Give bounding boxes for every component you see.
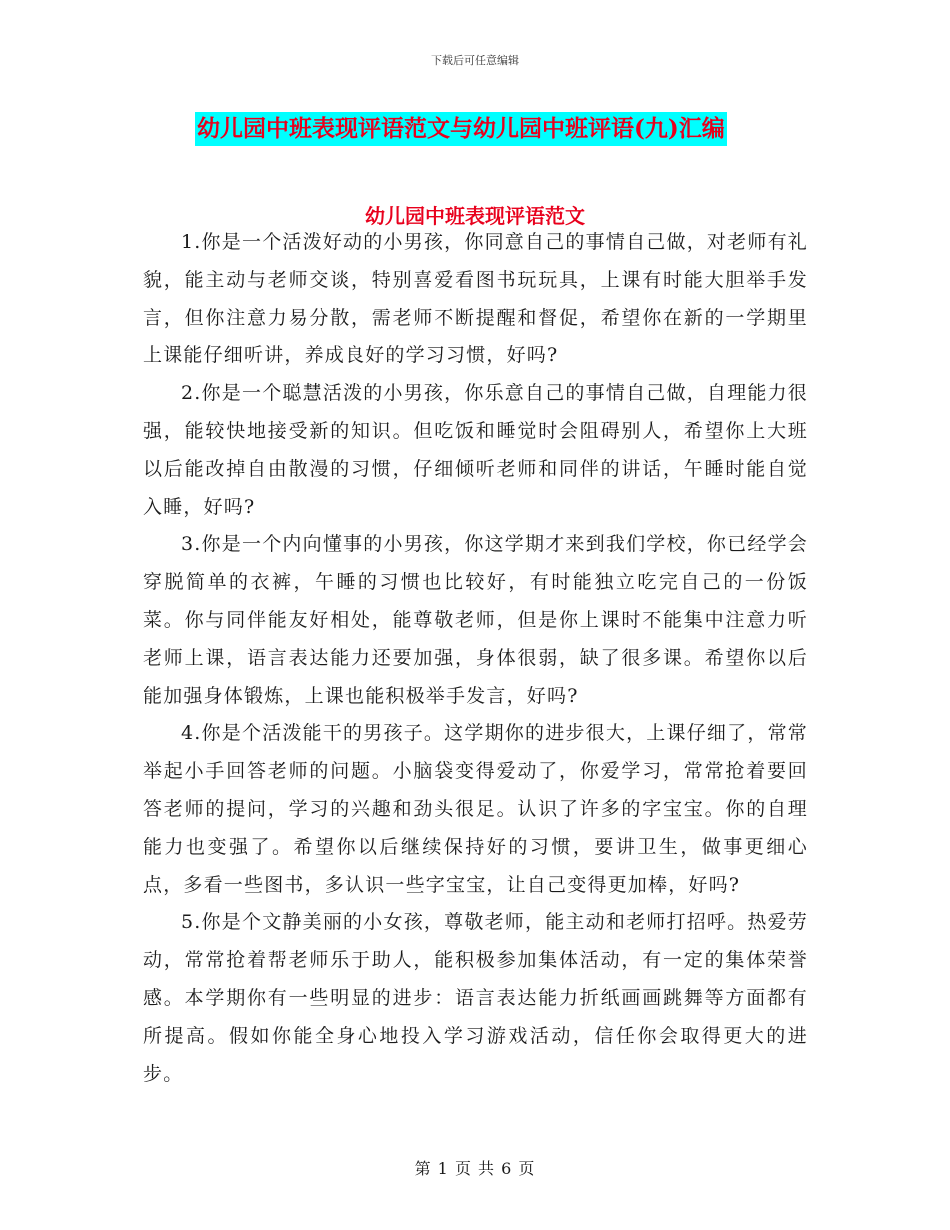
section-title: 幼儿园中班表现评语范文 xyxy=(365,204,585,228)
paragraph: 4.你是个活泼能干的男孩子。这学期你的进步很大，上课仔细了，常常举起小手回答老师的问题。小脑袋变得爱动了，你爱学习，常常抢着要回答老师的提问，学习的兴趣和劲头很足。认识了许多的字宝宝。你的自理能力也变强了。希望你以后继续保持好的习惯，要讲卫生，做事更细心点，多看一些图书，多认识一些字宝宝，让自己变得更加棒，好吗? xyxy=(143,722,808,896)
document-title: 幼儿园中班表现评语范文与幼儿园中班评语(九)汇编 xyxy=(195,112,727,146)
paragraph: 3.你是一个内向懂事的小男孩，你这学期才来到我们学校，你已经学会穿脱简单的衣裤，午睡的习惯也比较好，有时能独立吃完自己的一份饭菜。你与同伴能友好相处，能尊敬老师，但是你上课时不能集中注意力听老师上课，语言表达能力还要加强，身体很弱，缺了很多课。希望你以后能加强身体锻炼，上课也能积极举手发言，好吗? xyxy=(143,533,808,707)
document-body xyxy=(143,224,808,1093)
paragraph: 2.你是一个聪慧活泼的小男孩，你乐意自己的事情自己做，自理能力很强，能较快地接受新的知识。但吃饭和睡觉时会阻碍别人，希望你上大班以后能改掉自由散漫的习惯，仔细倾听老师和同伴的讲话，午睡时能自觉入睡，好吗? xyxy=(143,382,808,518)
paragraph: 5.你是个文静美丽的小女孩，尊敬老师，能主动和老师打招呼。热爱劳动，常常抢着帮老师乐于助人，能积极参加集体活动，有一定的集体荣誉感。本学期你有一些明显的进步：语言表达能力折纸画画跳舞等方面都有所提高。假如你能全身心地投入学习游戏活动，信任你会取得更大的进步。 xyxy=(143,911,808,1085)
page-number-footer: 第 1 页 共 6 页 xyxy=(414,1159,536,1178)
paragraph: 1.你是一个活泼好动的小男孩，你同意自己的事情自己做，对老师有礼貌，能主动与老师交谈，特别喜爱看图书玩玩具，上课有时能大胆举手发言，但你注意力易分散，需老师不断提醒和督促，希望你在新的一学期里上课能仔细听讲，养成良好的学习习惯，好吗? xyxy=(143,231,808,367)
page-header-note: 下载后可任意编辑 xyxy=(431,54,519,67)
